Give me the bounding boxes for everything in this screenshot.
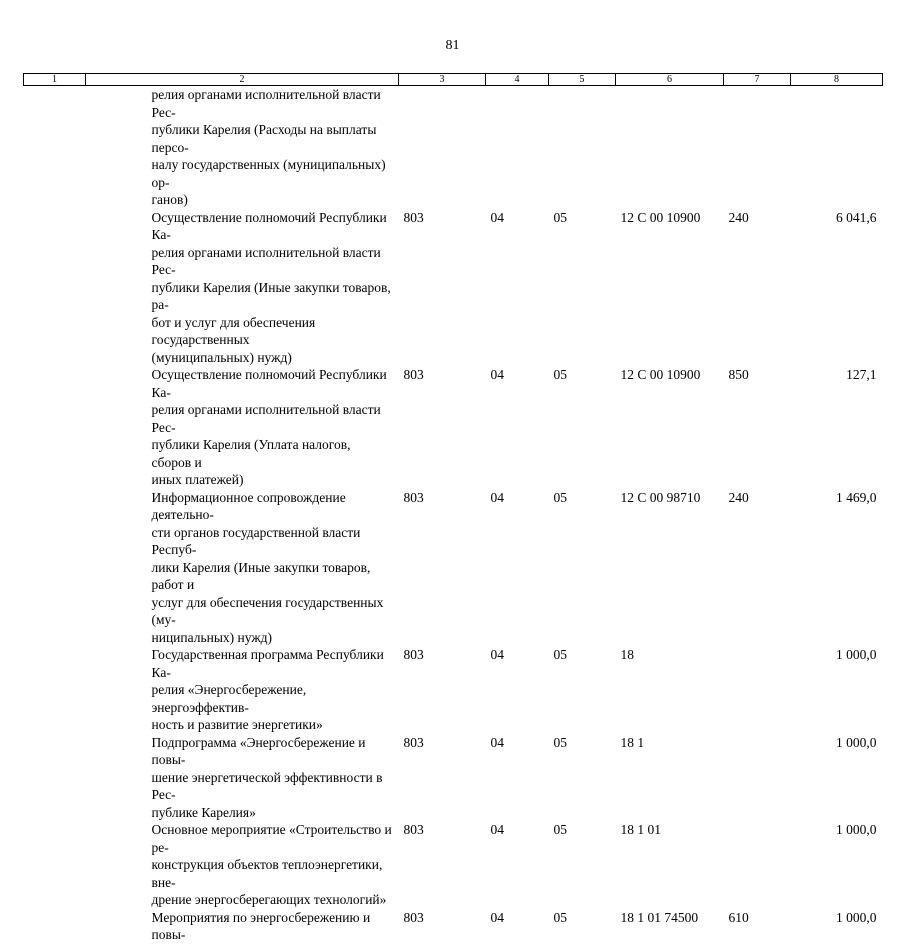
target-article-code-cell	[616, 86, 724, 209]
subsection-code-cell: 05	[553, 822, 567, 837]
target-article-code-cell: 18 1 01 74500	[620, 909, 699, 925]
empty-cell	[24, 909, 86, 944]
ministry-code-cell: 803	[403, 909, 424, 925]
section-code-cell: 04	[490, 489, 504, 505]
page-number: 81	[445, 38, 460, 53]
amount-cell: 1 000,0	[836, 734, 877, 750]
column-header: 4	[486, 74, 549, 86]
column-header: 1	[24, 74, 86, 86]
column-header: 7	[724, 74, 791, 86]
expense-type-code-cell: 240	[728, 489, 749, 505]
column-header: 5	[549, 74, 616, 86]
empty-cell	[24, 366, 86, 489]
item-name-cell: Мероприятия по энергосбережению и повы-	[151, 909, 371, 942]
ministry-code-cell: 803	[403, 647, 424, 662]
item-name-cell: Основное мероприятие «Строительство и ре- конструкция объектов теплоэнергетики, вне- дрение энергосберегающих технологий»	[151, 822, 392, 907]
table-row	[24, 909, 883, 944]
expense-type-code-cell	[724, 821, 791, 909]
section-code-cell: 04	[490, 909, 504, 925]
column-header: 3	[399, 74, 486, 86]
amount-cell: 1 000,0	[836, 822, 877, 837]
section-code-cell	[486, 86, 549, 209]
subsection-code-cell: 05	[553, 489, 567, 505]
amount-cell	[791, 86, 883, 209]
column-number-header	[24, 74, 883, 86]
table-row	[24, 734, 883, 822]
section-code-cell: 04	[490, 209, 504, 225]
section-code-cell: 04	[490, 822, 504, 837]
section-code-cell: 04	[490, 367, 504, 382]
item-name-cell: Подпрограмма «Энергосбережение и повы- шение энергетической эффективности в Рес- публике Карелия»	[151, 734, 383, 820]
ministry-code-cell: 803	[403, 489, 424, 505]
table-row	[24, 489, 883, 647]
ministry-code-cell	[399, 86, 486, 209]
item-name-cell: релия органами исполнительной власти Рес- публики Карелия (Расходы на выплаты персо- налу государственных (муниципальных) ор- ганов)	[151, 87, 386, 207]
empty-cell	[24, 821, 86, 909]
column-header: 2	[86, 74, 399, 86]
table-row	[24, 646, 883, 734]
expense-type-code-cell: 610	[728, 909, 749, 925]
expense-type-code-cell	[724, 734, 791, 822]
subsection-code-cell: 05	[553, 367, 567, 382]
section-code-cell: 04	[490, 647, 504, 662]
target-article-code-cell: 12 С 00 10900	[620, 367, 701, 382]
table-row	[24, 209, 883, 367]
amount-cell: 1 000,0	[836, 647, 877, 662]
column-header: 8	[791, 74, 883, 86]
subsection-code-cell: 05	[553, 647, 567, 662]
table-body	[24, 86, 883, 944]
empty-cell	[24, 209, 86, 367]
section-code-cell: 04	[490, 734, 504, 750]
target-article-code-cell: 18	[620, 647, 634, 662]
amount-cell: 6 041,6	[836, 209, 877, 225]
amount-cell: 127,1	[846, 367, 877, 382]
table-row	[24, 366, 883, 489]
subsection-code-cell: 05	[553, 734, 567, 750]
ministry-code-cell: 803	[403, 209, 424, 225]
target-article-code-cell: 12 С 00 10900	[620, 209, 701, 225]
expense-type-code-cell: 240	[728, 209, 749, 225]
item-name-cell: Государственная программа Республики Ка- релия «Энергосбережение, энергоэффектив- ность и развитие энергетики»	[151, 647, 384, 732]
item-name-cell: Осуществление полномочий Республики Ка- релия органами исполнительной власти Рес- публики Карелия (Иные закупки товаров, ра- бот и услуг для обеспечения государственных (муниципальных) нужд)	[151, 209, 391, 365]
expense-type-code-cell: 850	[728, 367, 749, 382]
table-row	[24, 86, 883, 209]
empty-cell	[24, 86, 86, 209]
expense-type-code-cell	[724, 646, 791, 734]
item-name-cell: Информационное сопровождение деятельно- сти органов государственной власти Респуб- лики Карелия (Иные закупки товаров, работ и услуг для обеспечения государственных (му- ниципальных) нужд)	[151, 489, 384, 645]
target-article-code-cell: 12 С 00 98710	[620, 489, 701, 505]
empty-cell	[24, 734, 86, 822]
target-article-code-cell: 18 1	[620, 734, 645, 750]
subsection-code-cell: 05	[553, 209, 567, 225]
table-row	[24, 821, 883, 909]
ministry-code-cell: 803	[403, 367, 424, 382]
expense-type-code-cell	[724, 86, 791, 209]
empty-cell	[24, 489, 86, 647]
subsection-code-cell: 05	[553, 909, 567, 925]
ministry-code-cell: 803	[403, 734, 424, 750]
amount-cell: 1 469,0	[836, 489, 877, 505]
empty-cell	[24, 646, 86, 734]
amount-cell: 1 000,0	[836, 909, 877, 925]
column-header: 6	[616, 74, 724, 86]
item-name-cell: Осуществление полномочий Республики Ка- релия органами исполнительной власти Рес- публики Карелия (Уплата налогов, сборов и иных платежей)	[151, 367, 387, 487]
budget-table	[23, 73, 883, 944]
ministry-code-cell: 803	[403, 822, 424, 837]
subsection-code-cell	[549, 86, 616, 209]
target-article-code-cell: 18 1 01	[620, 822, 661, 837]
